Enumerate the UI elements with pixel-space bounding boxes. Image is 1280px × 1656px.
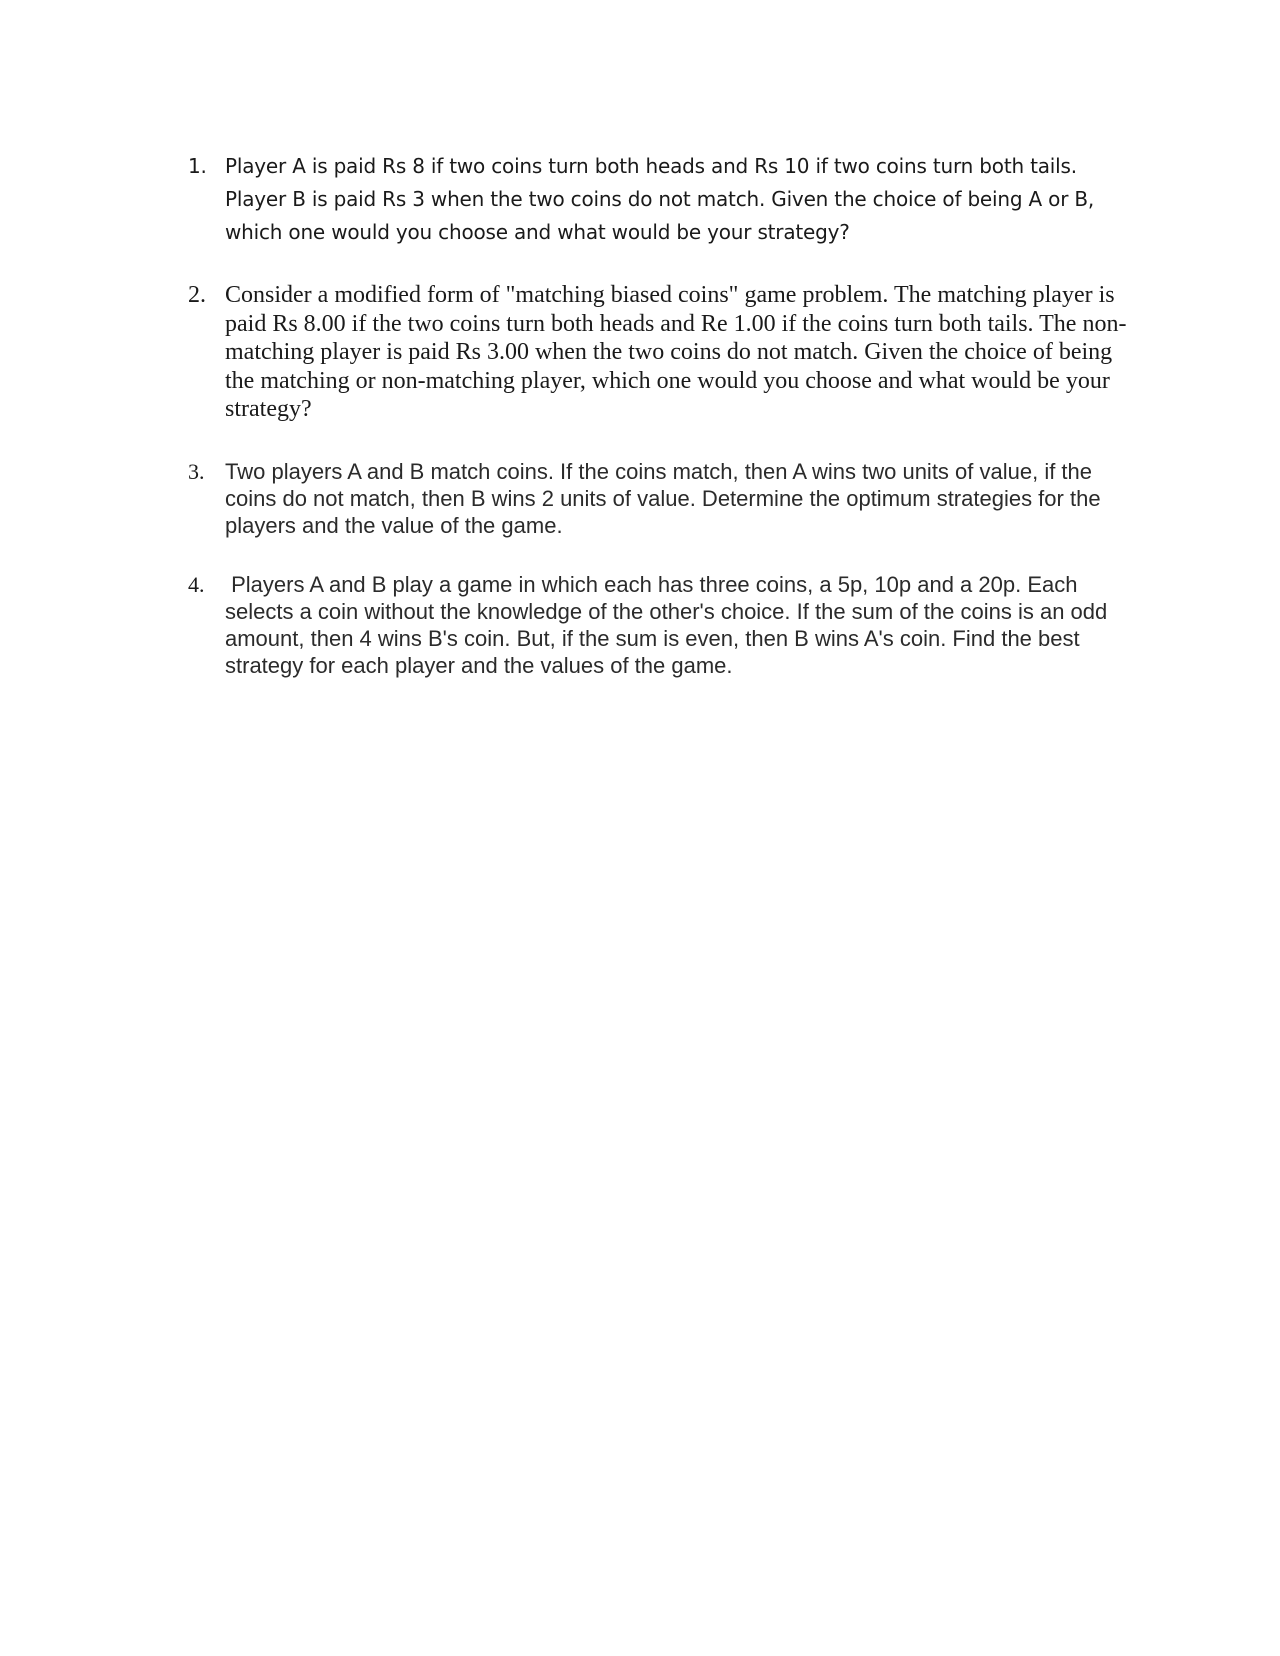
question-number: 4.	[188, 572, 205, 597]
question-text: Consider a modified form of "matching biased coins" game problem. The matching player is paid Rs 8.00 if the two coins turn both heads and Re 1.00 if the coins turn both tails. The non-matching player is paid Rs 3.00 when the two coins do not match. Given the choice of being the matching or non-matching player, which one would you choose and what would be your strategy?	[225, 282, 1127, 422]
question-text: Player A is paid Rs 8 if two coins turn both heads and Rs 10 if two coins turn both tails. Player B is paid Rs 3 when the two coins do not match. Given the choice of being A or B, which one would you choose and what would be your strategy?	[225, 154, 1095, 244]
question-text: Players A and B play a game in which each has three coins, a 5p, 10p and a 20p. Each selects a coin without the knowledge of the other's choice. If the sum of the coins is an odd amount, then 4 wins B's coin. But, if the sum is even, then B wins A's coin. Find the best strategy for each player and the values of the game.	[225, 572, 1114, 678]
question-item	[188, 458, 1128, 539]
question-item	[188, 571, 1128, 679]
question-item	[188, 150, 1128, 249]
question-number: 1.	[188, 154, 207, 178]
question-number: 3.	[188, 459, 205, 484]
question-item	[188, 281, 1128, 424]
question-text: Two players A and B match coins. If the coins match, then A wins two units of value, if the coins do not match, then B wins 2 units of value. Determine the optimum strategies for the players and the value of the game.	[225, 459, 1101, 538]
question-number: 2.	[188, 282, 206, 308]
